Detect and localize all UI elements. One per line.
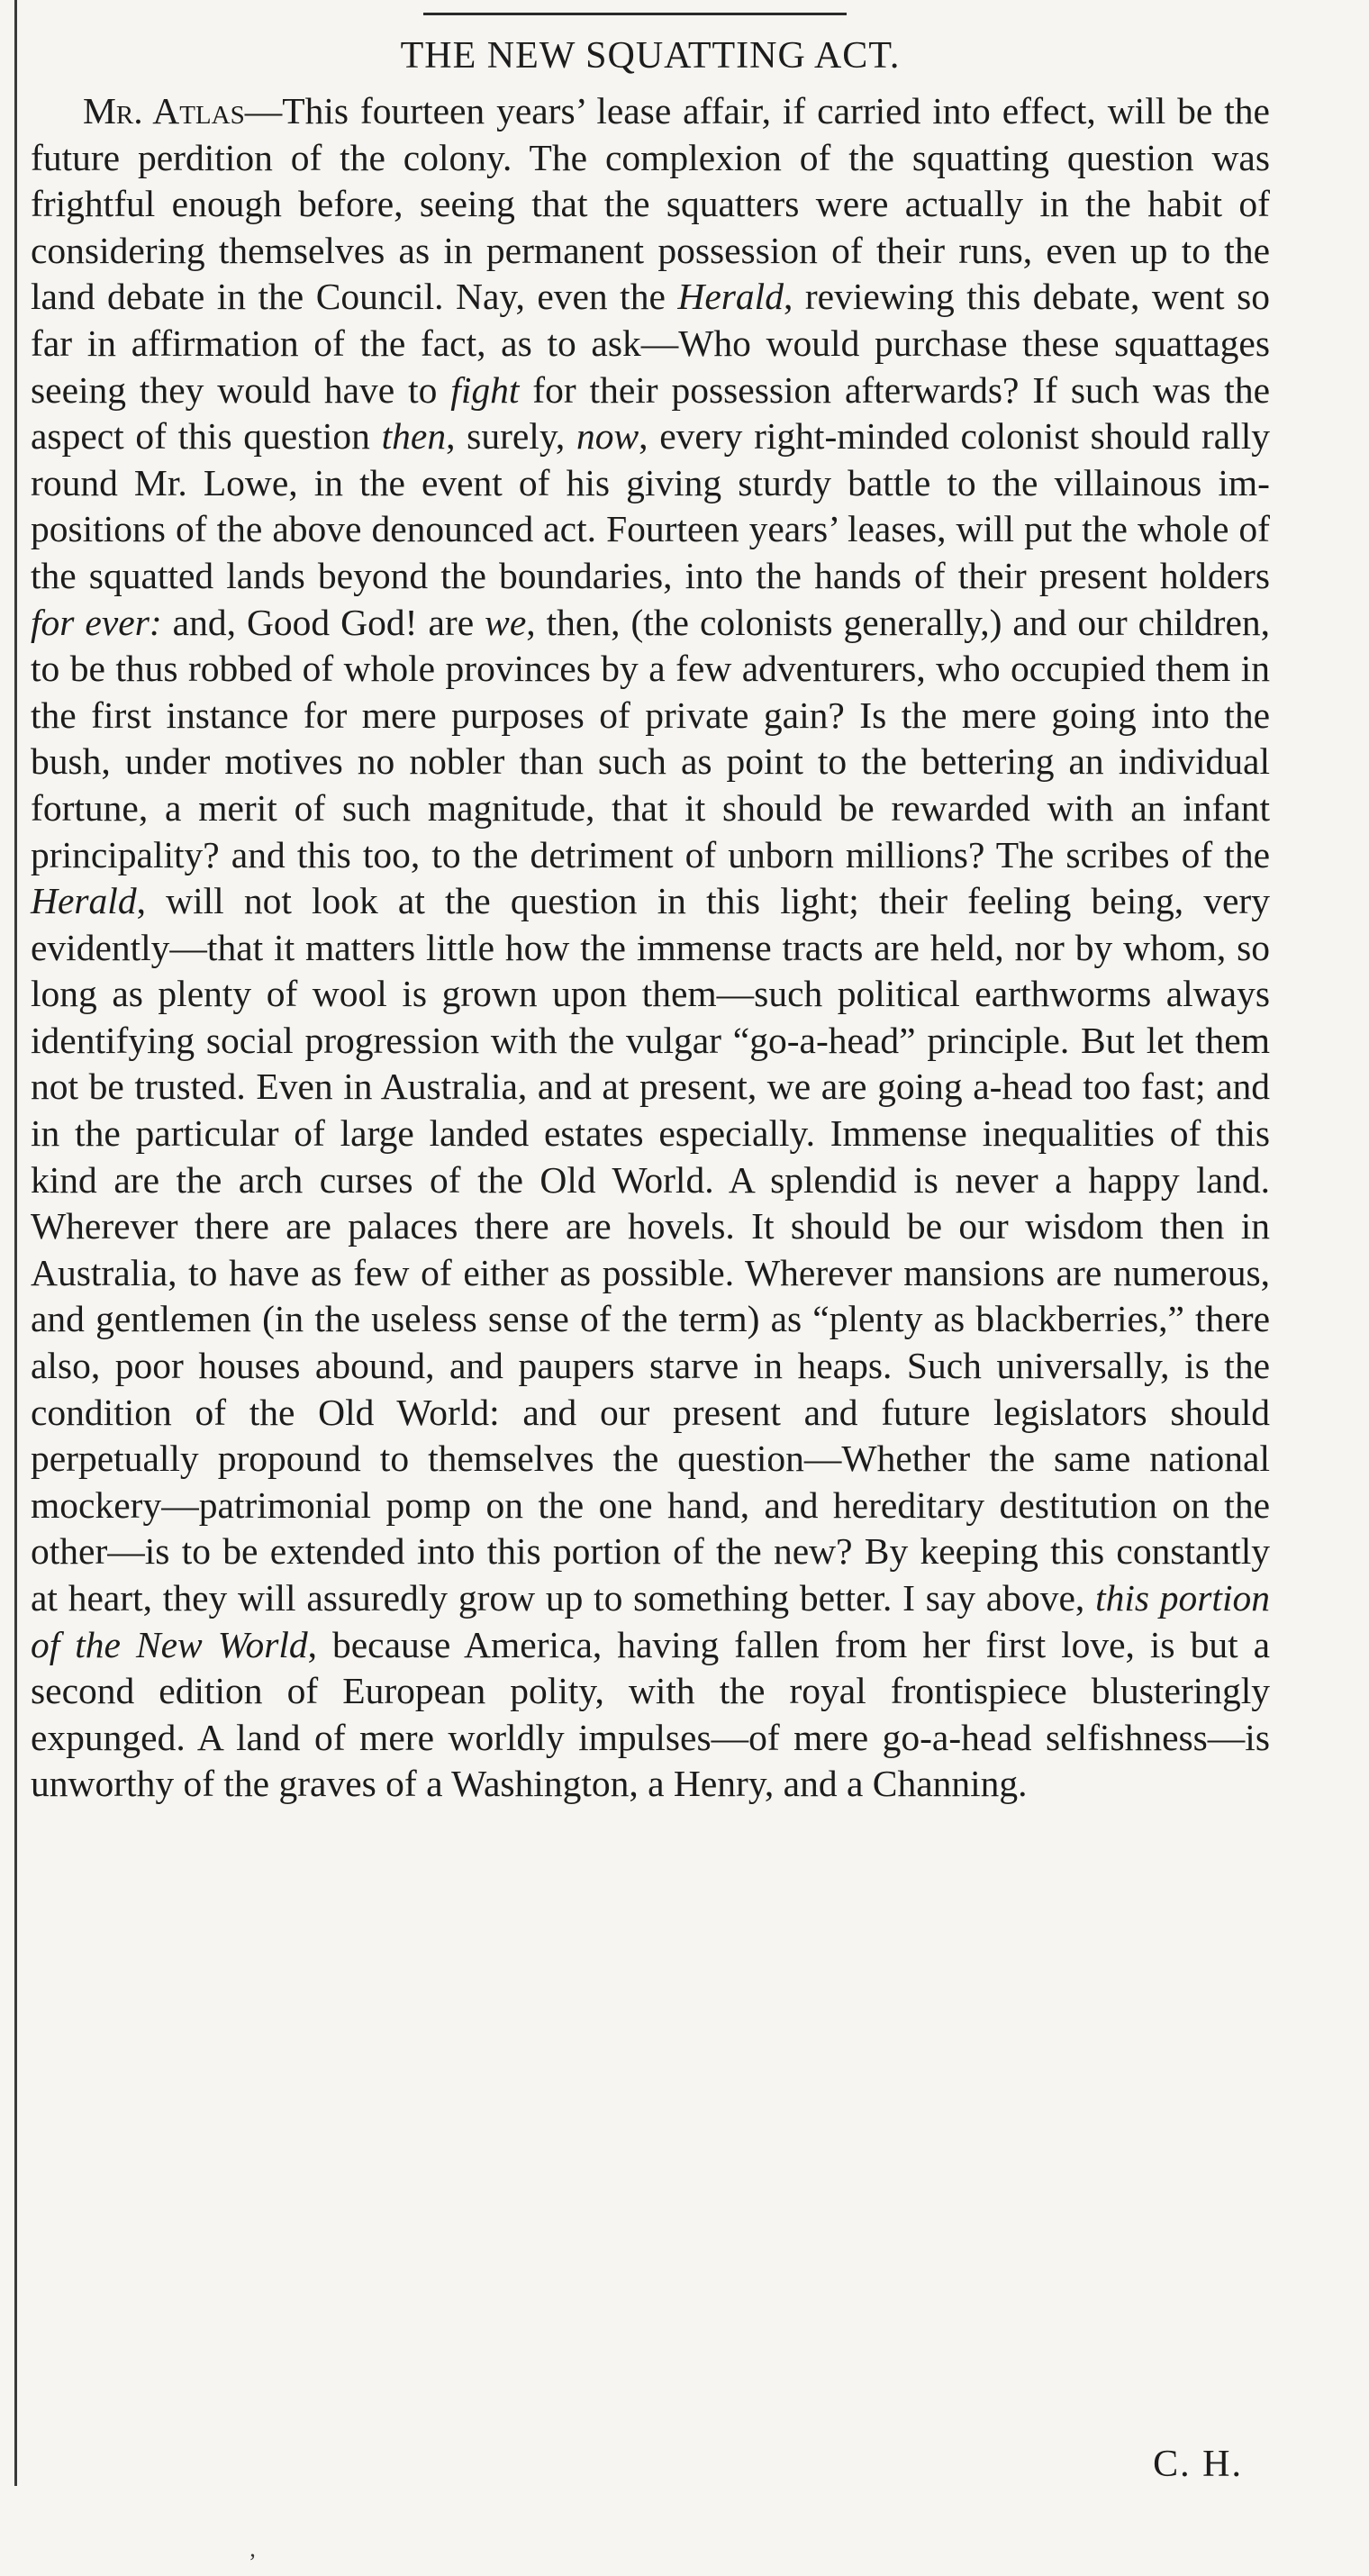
article (31, 34, 1270, 1808)
signature: C. H. (1153, 2444, 1243, 2485)
text-run: and, Good God! are (161, 601, 485, 643)
header-rule (423, 13, 847, 15)
article-body (31, 88, 1270, 1808)
italic-run: now (576, 415, 639, 458)
text-run: , will not look at the question in this light; their feeling being, very evidently—that it matters little how the immense tracts are held, nor by whom, so long as plenty of wool is grown upon them—such political earthworms always identifying social progression with the vulgar “go-a-head” principle. But let them not be trusted. Even in Australia, and at present, we are going a-head too fast; and in the particular of large landed estates especially. Immense inequalities of this kind are the arch curses of the Old World. A splendid is never a happy land. Wherever there are palaces there are hovels. It should be our wisdom then in Australia, to have as few of either as possible. Wherever mansions are numerous, and gentlemen (in the useless sense of the term) as “plenty as blackberries,” there also, poor houses abound, and paupers starve in heaps. Such universally, is the condition of the Old World: and our present and future legislators should perpetually propound to themselves the question—Whether the same national mockery—patrimonial pomp on the one hand, and hereditary destitution on the other—is to be extended into this portion of the new? By keeping this constantly at heart, they will assuredly grow up to something better. I say above, (31, 880, 1270, 1619)
text-run: , reviewing this debate, went so far in affirmation of the fact, as to ask—Who would purchase these squattages seeing they would have to (31, 276, 1270, 411)
article-title: THE NEW SQUATTING ACT. (400, 35, 901, 77)
italic-run: we (485, 601, 527, 643)
italic-run: for ever: (31, 601, 162, 643)
italic-run: then (381, 415, 447, 458)
italic-run: Herald (31, 880, 137, 922)
italic-run: this portion of the New World (31, 1577, 1270, 1665)
column-rule-left (14, 0, 17, 2486)
italic-run: fight (450, 368, 520, 411)
article-text (31, 90, 1270, 1804)
text-run: , surely, (446, 415, 576, 458)
italic-run: Herald (677, 276, 784, 318)
text-run: , every right-minded colonist should rally round Mr. Lowe, in the event of his giving sturdy battle to the villainous impositions of the above denounced act. Fourteen years’ leases, will put the whole of the squatted lands beyond the boundaries, into the hands of their present holders (31, 415, 1270, 596)
text-run: for their possession afterwards? If such was the aspect of this question (31, 368, 1270, 458)
salutation: Mr. Atlas (83, 90, 245, 132)
text-run: , because America, having fallen from her first love, is but a second edition of European polity, with the royal frontispiece blusteringly expunged. A land of mere worldly impulses—of mere go-a-head selfishness—is unworthy of the graves of a Washington, a Henry, and a Channing. (31, 1623, 1271, 1805)
text-run: —This fourteen years’ lease affair, if carried into effect, will be the future perdition of the colony. The complexion of the squatting question was frightful enough before, seeing that the squatters were actually in the habit of considering themselves as in permanent possession of their runs, even up to the land debate in the Council. Nay, even the (31, 90, 1270, 318)
text-run: , then, (the colonists generally,) and our children, to be thus robbed of whole provinces by a few adventurers, who occupied them in the first instance for mere purposes of private gain? Is the mere going into the bush, under motives no nobler than such as point to the bettering an individual fortune, a merit of such magnitude, that it should be rewarded with an infant principality? and this too, to the detriment of unborn millions? The scribes of the (31, 601, 1270, 875)
ink-speck: ’ (249, 2549, 257, 2575)
